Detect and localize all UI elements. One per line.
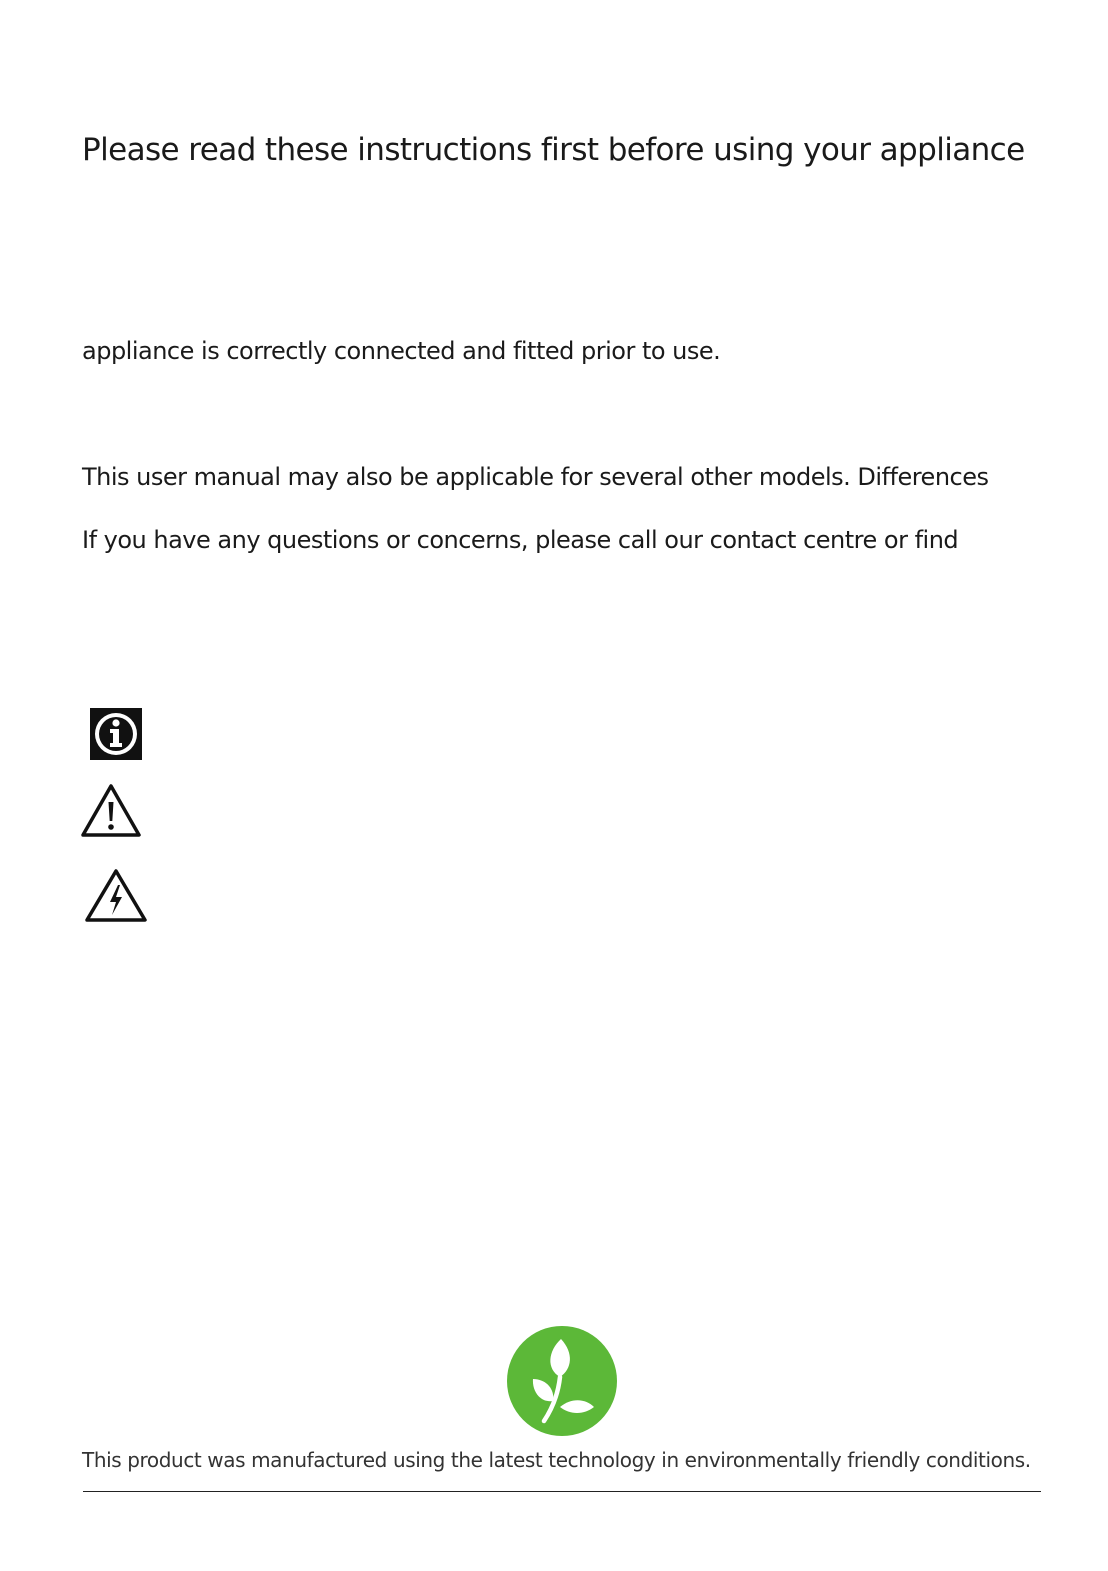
electric-shock-warning-icon xyxy=(84,868,148,924)
page-title: Please read these instructions first before using your appliance xyxy=(82,132,1025,168)
paragraph-models: This user manual may also be applicable for several other models. Differences xyxy=(82,463,989,491)
info-icon xyxy=(88,706,144,762)
footer-divider xyxy=(83,1491,1041,1492)
paragraph-connection: appliance is correctly connected and fitted prior to use. xyxy=(82,337,721,365)
footer-environment-note: This product was manufactured using the latest technology in environmentally friendly conditions. xyxy=(82,1448,1031,1472)
eco-leaf-logo xyxy=(506,1325,618,1437)
warning-icon xyxy=(80,783,142,839)
paragraph-contact: If you have any questions or concerns, please call our contact centre or find xyxy=(82,526,959,554)
